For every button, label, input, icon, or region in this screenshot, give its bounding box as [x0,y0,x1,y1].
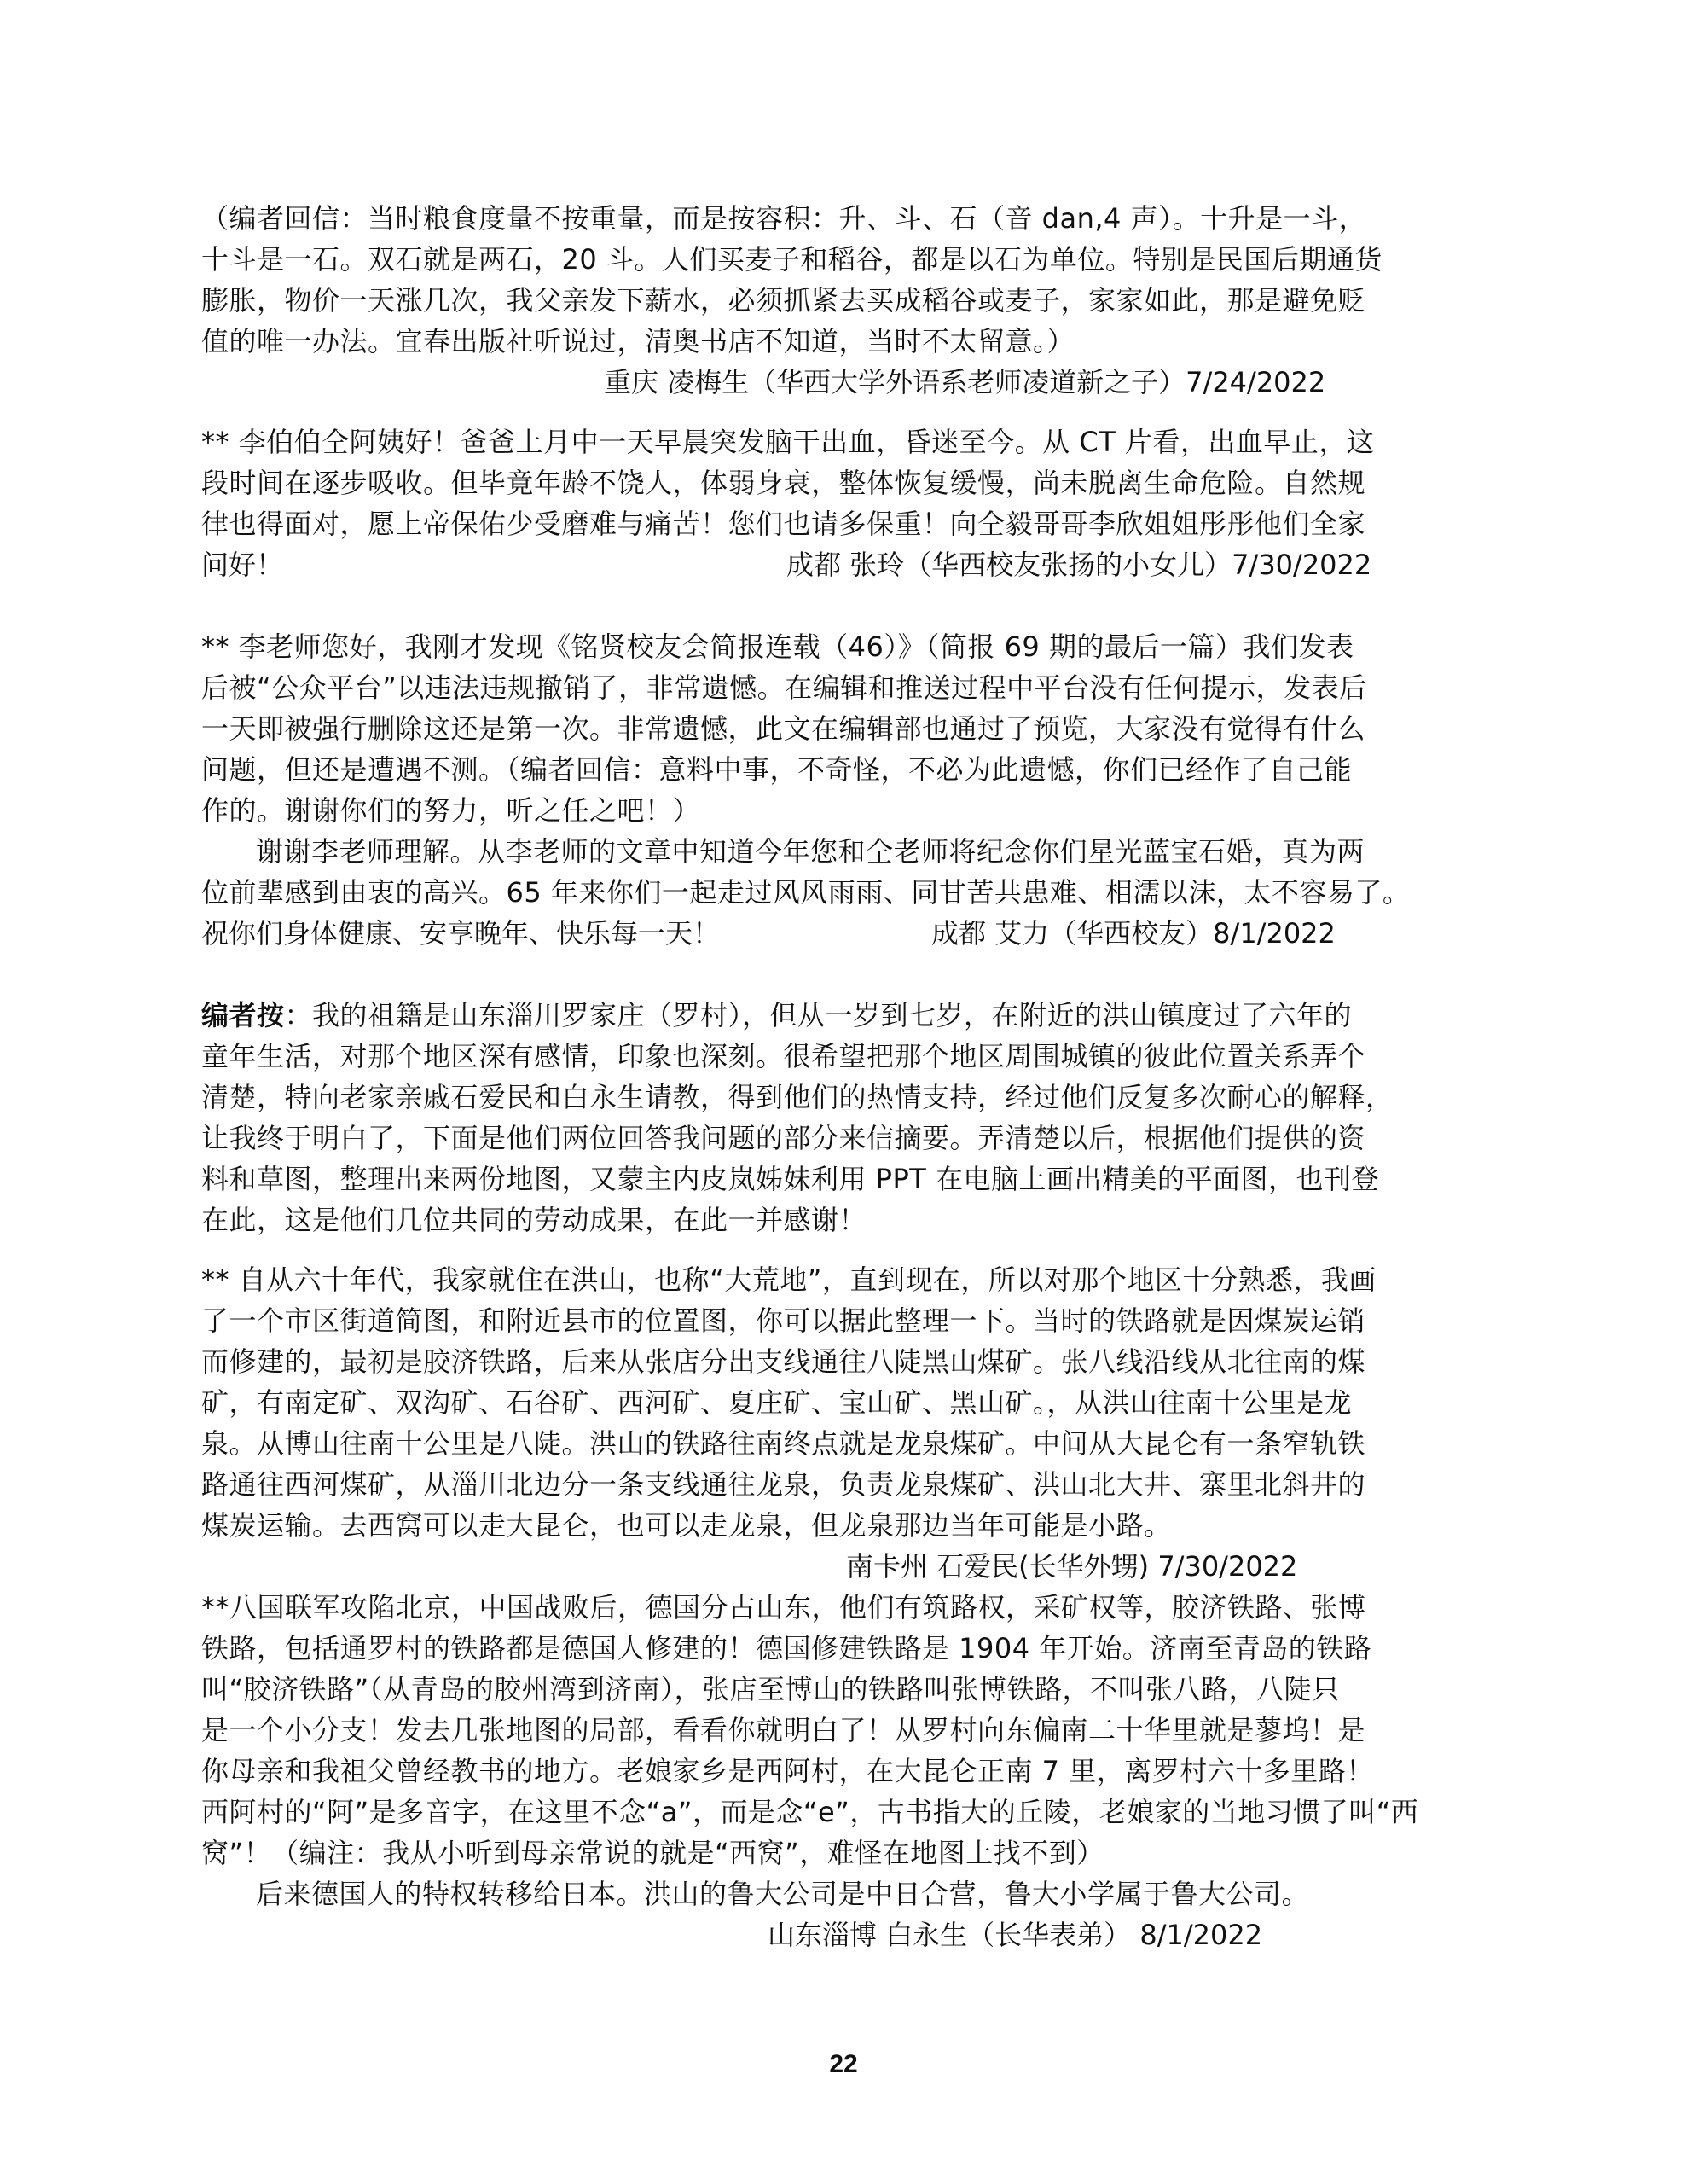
editor-note-block [201,995,1515,1240]
signature-row [201,1546,1515,1587]
text-line: 是一个小分支！发去几张地图的局部，看看你就明白了！从罗村向东偏南二十华里就是蓼坞！是 [201,1714,1366,1746]
text-line: 路通往西河煤矿，从淄川北边分一条支线通往龙泉，负责龙泉煤矿、洪山北大井、寨里北斜井的 [201,1468,1366,1501]
text-line: 了一个市区街道简图，和附近县市的位置图，你可以据此整理一下。当时的铁路就是因煤炭运销 [201,1304,1366,1337]
text-line: 而修建的，最初是胶济铁路，后来从张店分出支线通往八陡黑山煤矿。张八线沿线从北往南的煤 [201,1345,1366,1378]
text-line: 后被“公众平台”以违法违规撤销了，非常遗憾。在编辑和推送过程中平台没有任何提示，发表后 [201,671,1367,704]
text-line: 问好！ [201,549,284,581]
text-line: 童年生活，对那个地区深有感情，印象也深刻。很希望把那个地区周围城镇的彼此位置关系弄个 [201,1040,1366,1072]
text-line: **八国联军攻陷北京，中国战败后，德国分占山东，他们有筑路权，采矿权等，胶济铁路、张博 [201,1591,1366,1623]
text-line: 位前辈感到由衷的高兴。65 年来你们一起走过风风雨雨、同甘苦共患难、相濡以沫，太不容易了。 [201,876,1411,909]
text-line: （编者回信：当时粮食度量不按重量，而是按容积：升、斗、石（音 dan,4 声）。十升是一斗， [201,202,1367,235]
text-line: 后来德国人的特权转移给日本。洪山的鲁大公司是中日合营，鲁大小学属于鲁大公司。 [256,1878,1310,1910]
text-line: ** 李老师您好，我刚才发现《铭贤校友会简报连载（46）》（简报 69 期的最后一篇）我们发表 [201,630,1354,663]
text-line: 一天即被强行删除这还是第一次。非常遗憾，此文在编辑部也通过了预览，大家没有觉得有什么 [201,712,1366,745]
editor-note-text: ：我的祖籍是山东淄川罗家庄（罗村），但从一岁到七岁，在附近的洪山镇度过了六年的 [284,999,1353,1031]
signature: 成都 艾力（华西校友）8/1/2022 [931,917,1336,950]
text-line: 段时间在逐步吸收。但毕竟年龄不饶人，体弱身衰，整体恢复缓慢，尚未脱离生命危险。自然规 [201,467,1366,499]
text-line: 叫“胶济铁路”（从青岛的胶州湾到济南），张店至博山的铁路叫张博铁路，不叫张八路，八陡只 [201,1673,1340,1705]
text-line: 作的。谢谢你们的努力，听之任之吧！） [201,794,701,827]
text-line: ** 李伯伯仝阿姨好！爸爸上月中一天早晨突发脑干出血，昏迷至今。从 CT 片看，出血早止，这 [201,426,1375,458]
signature: 重庆 凌梅生（华西大学外语系老师凌道新之子）7/24/2022 [604,366,1326,398]
signature-row [201,362,1515,403]
text-line: 煤炭运输。去西窝可以走大昆仑，也可以走龙泉，但龙泉那边当年可能是小路。 [201,1509,1172,1542]
letter-block-2 [201,421,1515,585]
text-line: 让我终于明白了，下面是他们两位回答我问题的部分来信摘要。弄清楚以后，根据他们提供的资 [201,1122,1366,1154]
letter-block-3 [201,626,1515,954]
letter-block-6 [201,1587,1515,1955]
text-line: 祝你们身体健康、安享晚年、快乐每一天！ [201,917,721,950]
text-line: 在此，这是他们几位共同的劳动成果，在此一并感谢！ [201,1204,867,1236]
text-line: 料和草图，整理出来两份地图，又蒙主内皮岚姊妹利用 PPT 在电脑上画出精美的平面图，也刊登 [201,1163,1379,1195]
letter-block-1 [201,198,1515,403]
text-line: 矿，有南定矿、双沟矿、石谷矿、西河矿、夏庄矿、宝山矿、黑山矿。，从洪山往南十公里是龙 [201,1386,1353,1419]
text-line: ** 自从六十年代，我家就住在洪山，也称“大荒地”，直到现在，所以对那个地区十分熟悉，我画 [201,1263,1377,1296]
page-number: 22 [829,2050,858,2078]
text-line: 窝”！（编注：我从小听到母亲常说的就是“西窝”，难怪在地图上找不到） [201,1837,1104,1869]
signature-row [201,913,1515,954]
editor-note-label: 编者按 [201,999,285,1031]
signature: 南卡州 石爱民(长华外甥) 7/30/2022 [846,1550,1298,1583]
text-line: 谢谢李老师理解。从李老师的文章中知道今年您和仝老师将纪念你们星光蓝宝石婚，真为两 [256,835,1365,868]
text-line: 清楚，特向老家亲戚石爱民和白永生请教，得到他们的热情支持，经过他们反复多次耐心的解释， [201,1081,1394,1113]
text-line: 泉。从博山往南十公里是八陡。洪山的铁路往南终点就是龙泉煤矿。中间从大昆仑有一条窄轨铁 [201,1427,1366,1460]
text-line: 十斗是一石。双石就是两石，20 斗。人们买麦子和稻谷，都是以石为单位。特别是民国后期通货 [201,243,1383,276]
text-line: 膨胀，物价一天涨几次，我父亲发下薪水，必须抓紧去买成稻谷或麦子，家家如此，那是避免贬 [201,284,1366,317]
letter-block-5 [201,1259,1515,1587]
text-line: 问题，但还是遭遇不测。（编者回信：意料中事，不奇怪，不必为此遗憾，你们已经作了自己能 [201,753,1353,786]
text-line: 你母亲和我祖父曾经教书的地方。老娘家乡是西阿村，在大昆仑正南 7 里，离罗村六十多里路！ [201,1755,1374,1787]
signature-row [201,1914,1515,1955]
text-line: 西阿村的“阿”是多音字，在这里不念“a”，而是念“e”，古书指大的丘陵，老娘家的当地习惯了叫“西 [201,1796,1419,1828]
signature-row [201,544,1515,585]
text-line [201,995,1515,1036]
text-line: 律也得面对，愿上帝保佑少受磨难与痛苦！您们也请多保重！向仝毅哥哥李欣姐姐彤彤他们全家 [201,508,1366,540]
text-line: 值的唯一办法。宜春出版社听说过，清奥书店不知道，当时不太留意。） [201,325,1075,357]
signature: 成都 张玲（华西校友张扬的小女儿）7/30/2022 [786,549,1372,581]
text-line: 铁路，包括通罗村的铁路都是德国人修建的！德国修建铁路是 1904 年开始。济南至青岛的铁路 [201,1632,1372,1664]
text-column [201,198,1515,1955]
signature: 山东淄博 白永生（长华表弟） 8/1/2022 [768,1919,1263,1951]
